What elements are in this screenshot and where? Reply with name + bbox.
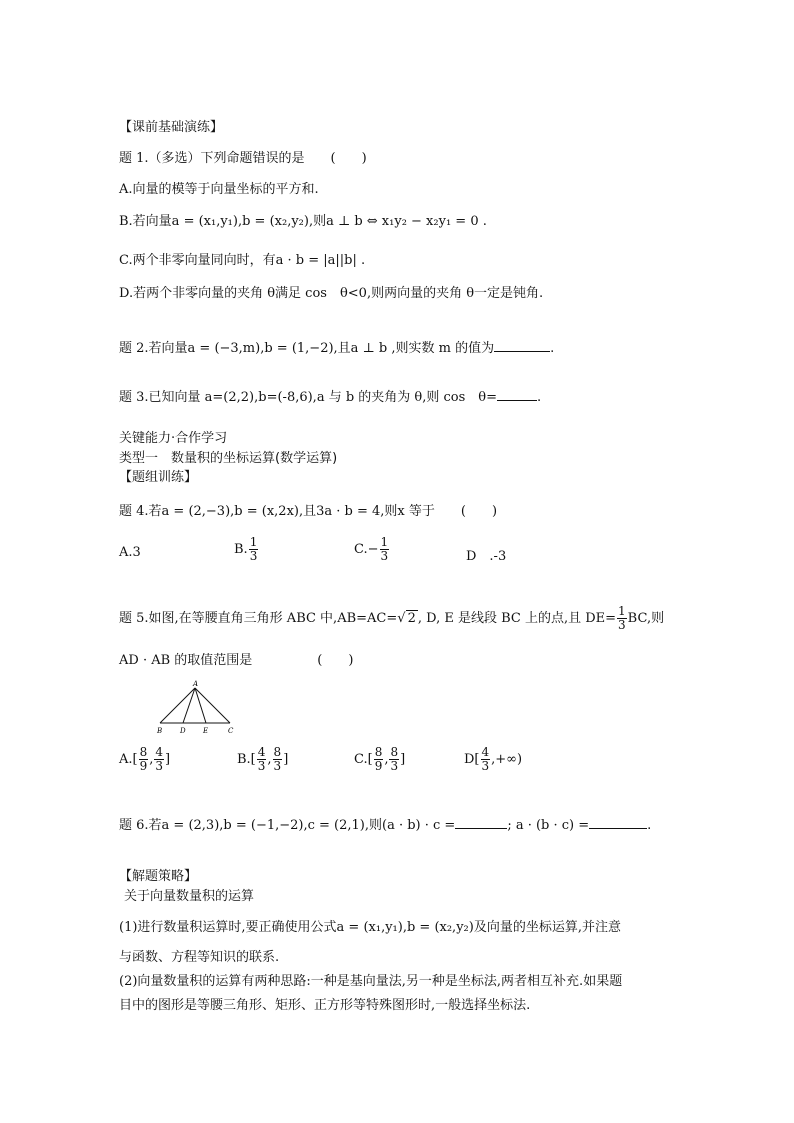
fraction-numerator: 1 bbox=[380, 535, 389, 549]
question-5-option-a: A.[ $\frac{8}{9}$ , $\frac{4}{3}$ ] bbox=[119, 745, 171, 773]
answer-blank bbox=[455, 828, 507, 829]
answer-blank bbox=[497, 400, 537, 401]
fraction-numerator: 1 bbox=[249, 535, 258, 549]
fraction-numerator: 8 bbox=[390, 745, 399, 759]
fraction-denominator: 3 bbox=[380, 549, 389, 563]
fraction-denominator: 3 bbox=[257, 759, 266, 773]
question-1-option-c: C.两个非零向量同向时，有a · b = |a||b| . bbox=[119, 253, 366, 268]
section-heading-pre: 【课前基础演练】 bbox=[119, 120, 224, 135]
label-b: B bbox=[157, 727, 163, 735]
strategy-point-1-b: 与函数、方程等知识的联系. bbox=[119, 950, 280, 965]
fraction-denominator: 3 bbox=[618, 618, 626, 632]
option-label: C.− bbox=[354, 542, 379, 557]
fraction-denominator: 3 bbox=[273, 759, 282, 773]
question-1-option-a: A.向量的模等于向量坐标的平方和. bbox=[119, 182, 319, 197]
question-1-stem: 题 1.（多选）下列命题错误的是 ( ) bbox=[119, 151, 367, 166]
fraction-denominator: 3 bbox=[481, 759, 490, 773]
fraction-denominator: 3 bbox=[155, 759, 164, 773]
label-c: C bbox=[228, 727, 234, 735]
question-5-text-a: 题 5.如图,在等腰直角三角形 ABC 中,AB=AC= bbox=[119, 611, 398, 626]
question-3-text: 题 3.已知向量 a=(2,2),b=(-8,6),a 与 b 的夹角为 θ,则 cos θ= bbox=[119, 390, 498, 405]
option-suffix: ] bbox=[283, 752, 289, 767]
type-heading: 类型一 数量积的坐标运算(数学运算) bbox=[119, 451, 338, 466]
question-4-stem: 题 4.若a = (2,−3),b = (x,2x),且3a · b = 4,则x 等于 ( ) bbox=[119, 504, 498, 519]
fraction-numerator: 4 bbox=[155, 745, 164, 759]
strategy-subheading: 关于向量数量积的运算 bbox=[124, 889, 255, 904]
fraction-numerator: 4 bbox=[481, 745, 490, 759]
section-heading-key: 关键能力·合作学习 bbox=[119, 431, 228, 446]
option-suffix: ] bbox=[400, 752, 406, 767]
strategy-point-2-b: 目中的图形是等腰三角形、矩形、正方形等特殊图形时,一般选择坐标法. bbox=[119, 998, 531, 1013]
fraction-numerator: 8 bbox=[139, 745, 148, 759]
option-suffix: ,+∞) bbox=[491, 752, 523, 767]
option-label: B.[ bbox=[237, 752, 256, 767]
option-label: B. bbox=[234, 542, 248, 557]
question-2: 题 2.若向量a = (−3,m),b = (1,−2),且a ⊥ b ,则实数 m 的值为 . bbox=[119, 341, 555, 356]
option-label: D[ bbox=[464, 752, 480, 767]
fraction-denominator: 3 bbox=[249, 549, 258, 563]
fraction-denominator: 9 bbox=[139, 759, 148, 773]
question-5-line-2: AD · AB 的取值范围是 ( ) bbox=[119, 653, 354, 668]
triangle-figure bbox=[150, 680, 250, 736]
fraction-denominator: 9 bbox=[374, 759, 383, 773]
option-label: C.[ bbox=[354, 752, 373, 767]
fraction-numerator: 8 bbox=[273, 745, 282, 759]
fraction-numerator: 1 bbox=[618, 604, 626, 618]
label-a: A bbox=[193, 680, 199, 688]
side-ab bbox=[160, 688, 195, 723]
sqrt-radicand: 2 bbox=[407, 611, 416, 626]
question-4-option-c bbox=[354, 536, 390, 563]
label-d: D bbox=[180, 727, 186, 735]
question-6-end: . bbox=[647, 818, 652, 833]
strategy-point-2-a: (2)向量数量积的运算有两种思路:一种是基向量法,另一种是坐标法,两者相互补充.如果题 bbox=[119, 974, 623, 989]
strategy-point-1-a: (1)进行数量积运算时,要正确使用公式a = (x₁,y₁),b = (x₂,y₂)及向量的坐标运算,并注意 bbox=[119, 920, 621, 935]
fraction-numerator: 4 bbox=[257, 745, 266, 759]
question-4-option-a: A.3 bbox=[119, 545, 141, 560]
label-e: E bbox=[203, 727, 209, 735]
answer-blank bbox=[494, 351, 550, 352]
question-4-option-b bbox=[234, 536, 259, 563]
question-6-text-b: ; a · (b · c) = bbox=[507, 818, 590, 833]
question-5-option-b: B.[ $\frac{4}{3}$ , $\frac{8}{3}$ ] bbox=[237, 745, 289, 773]
option-suffix: ] bbox=[165, 752, 171, 767]
question-5-option-d bbox=[464, 746, 522, 773]
fraction-denominator: 3 bbox=[390, 759, 399, 773]
question-1-option-b: B.若向量a = (x₁,y₁),b = (x₂,y₂),则a ⊥ b ⇔ x₁y₂ − x₂y₁ = 0 . bbox=[119, 214, 487, 229]
question-3: 题 3.已知向量 a=(2,2),b=(-8,6),a 与 b 的夹角为 θ,则 cos θ= . bbox=[119, 390, 542, 405]
question-1-option-d: D.若两个非零向量的夹角 θ满足 cos θ<0,则两向量的夹角 θ一定是钝角. bbox=[119, 286, 544, 301]
strategy-heading: 【解题策略】 bbox=[119, 869, 198, 884]
option-label: A.[ bbox=[119, 752, 138, 767]
question-5-text-c: BC,则 bbox=[627, 611, 665, 626]
question-5-text-b: , D, E 是线段 BC 上的点,且 DE= bbox=[417, 611, 617, 626]
answer-blank bbox=[589, 828, 647, 829]
question-5-option-c: C.[ $\frac{8}{9}$ , $\frac{8}{3}$ ] bbox=[354, 745, 406, 773]
question-5-stem bbox=[119, 605, 664, 632]
question-6-text-a: 题 6.若a = (2,3),b = (−1,−2),c = (2,1),则(a · b) · c = bbox=[119, 818, 456, 833]
group-heading: 【题组训练】 bbox=[119, 470, 198, 485]
question-4-option-d: D .-3 bbox=[466, 549, 507, 564]
sqrt-expression: √ 2 bbox=[397, 611, 416, 626]
fraction-numerator: 8 bbox=[374, 745, 383, 759]
segment-ad bbox=[183, 688, 195, 723]
question-2-text: 题 2.若向量a = (−3,m),b = (1,−2),且a ⊥ b ,则实数 m 的值为 bbox=[119, 341, 495, 356]
question-6 bbox=[119, 817, 651, 835]
